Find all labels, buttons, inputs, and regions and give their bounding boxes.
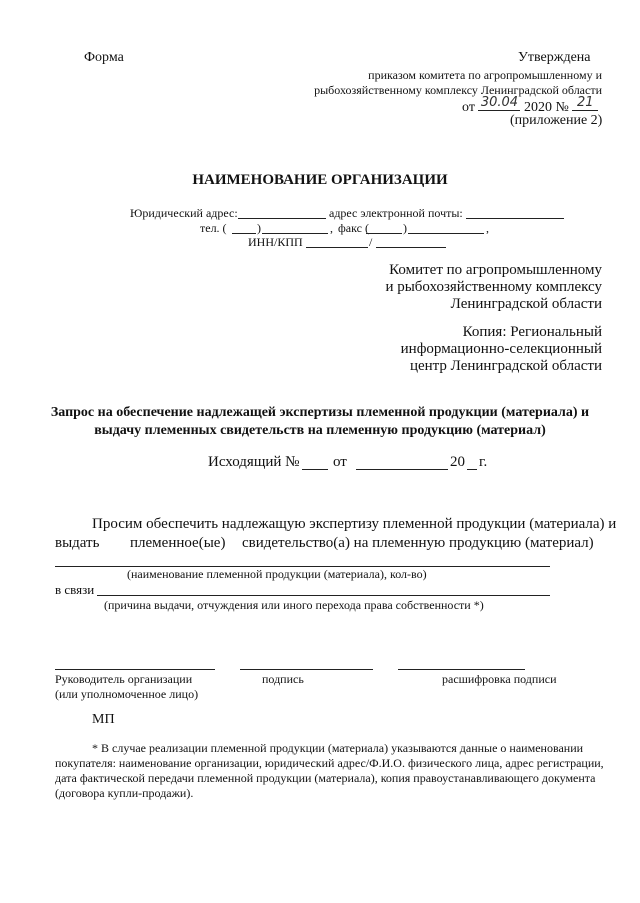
organization-title: НАИМЕНОВАНИЕ ОРГАНИЗАЦИИ (192, 172, 448, 188)
footnote-line-4: (договора купли-продажи). (55, 786, 194, 800)
outgoing-date-line (356, 469, 448, 470)
order-date-prefix: от (462, 100, 475, 115)
recipient-line-1: Комитет по агропромышленному (389, 262, 602, 278)
outgoing-year-label: 20 (450, 454, 465, 470)
order-line-1: приказом комитета по агропромышленному и (368, 68, 602, 82)
phone-code-line (232, 233, 256, 234)
reason-caption: (причина выдачи, отчуждения или иного перехода права собственности *) (104, 598, 484, 612)
outgoing-number-line (302, 469, 328, 470)
decode-signature-line (398, 669, 525, 670)
body-word-issue: выдать (55, 535, 100, 551)
outgoing-year-suffix: г. (479, 454, 488, 470)
product-caption: (наименование племенной продукции (материала), кол-во) (127, 567, 427, 581)
footnote-line-2: покупателя: наименование организации, юридический адрес/Ф.И.О. физического лица, адрес регистрации, (55, 756, 604, 770)
order-number-handwritten: 21 (577, 95, 594, 110)
body-word-certificate: свидетельство(а) на племенную продукцию (материал) (242, 535, 594, 551)
order-date-field (478, 97, 520, 111)
head-label-line-2: (или уполномоченное лицо) (55, 687, 199, 701)
request-title-line-2: выдачу племенных свидетельств на племенную продукцию (материал) (94, 423, 546, 438)
order-number-field (572, 97, 598, 111)
legal-address-line (238, 218, 326, 219)
seal-label: МП (92, 712, 115, 727)
decode-label: расшифровка подписи (442, 672, 557, 686)
inn-label: ИНН/КПП (248, 235, 303, 249)
fax-label: факс ( (338, 221, 369, 235)
copy-line-2: информационно-селекционный (400, 341, 602, 357)
sign-label: подпись (262, 672, 304, 686)
inn-slash: / (369, 235, 373, 249)
outgoing-from-label: от (333, 454, 347, 470)
outgoing-label: Исходящий № (208, 454, 300, 470)
fax-code-line (366, 233, 402, 234)
reason-prefix: в связи (55, 582, 95, 597)
recipient-line-3: Ленинградской области (450, 296, 602, 312)
recipient-line-2: и рыбохозяйственному комплексу (385, 279, 602, 295)
body-word-breeding: племенное(ые) (130, 535, 226, 551)
legal-address-label: Юридический адрес: (130, 206, 238, 220)
phone-label: тел. ( (200, 221, 227, 235)
fax-comma: , (486, 221, 489, 235)
footnote-line-3: дата фактической передачи племенной продукции (материала), копия правоустанавливающего документа (55, 771, 596, 785)
phone-paren: ) (257, 221, 261, 235)
signature-line (240, 669, 373, 670)
copy-line-1: Копия: Региональный (462, 324, 602, 340)
reason-line (97, 595, 550, 596)
request-title-line-1: Запрос на обеспечение надлежащей экспертизы племенной продукции (материала) и (50, 405, 590, 420)
email-label: адрес электронной почты: (329, 206, 463, 220)
appendix-label: (приложение 2) (510, 113, 603, 128)
footnote-line-1: * В случае реализации племенной продукции (материала) указываются данные о наименовании (92, 741, 584, 755)
outgoing-year-line (467, 469, 477, 470)
order-date-handwritten: 30.04 (480, 95, 519, 110)
inn-line (306, 247, 368, 248)
head-signature-line (55, 669, 215, 670)
copy-line-3: центр Ленинградской области (409, 358, 602, 374)
order-year: 2020 № (523, 100, 569, 115)
order-line-2: рыбохозяйственному комплексу Ленинградской области (314, 83, 602, 97)
approved-label: Утверждена (518, 50, 591, 65)
fax-paren: ) (403, 221, 407, 235)
body-line-1: Просим обеспечить надлежащую экспертизу племенной продукции (материала) и (92, 516, 617, 532)
fax-number-line (408, 233, 484, 234)
phone-comma: , (330, 221, 333, 235)
head-label-line-1: Руководитель организации (55, 672, 193, 686)
email-line (466, 218, 564, 219)
kpp-line (376, 247, 446, 248)
form-label: Форма (84, 50, 124, 65)
phone-number-line (262, 233, 328, 234)
